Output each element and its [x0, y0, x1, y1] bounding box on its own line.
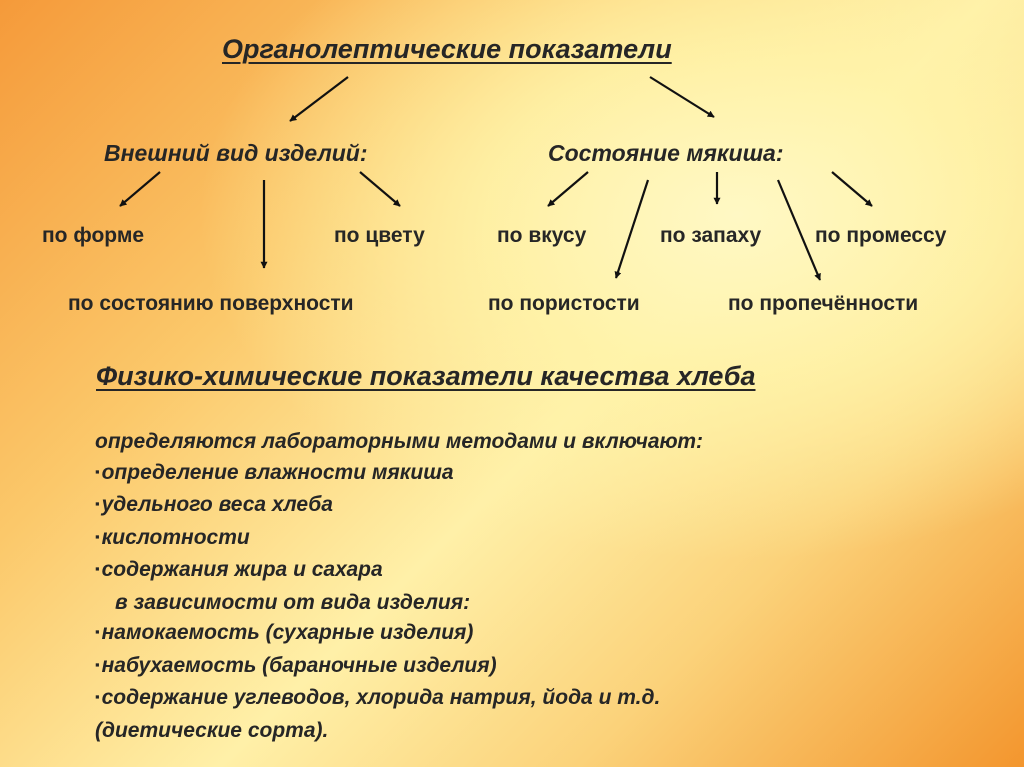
- list-item: ▪содержания жира и сахара: [95, 558, 383, 581]
- physchem-title: Физико-химические показатели качества хлеба: [96, 361, 756, 391]
- arrow-crumb-to-porosity: [616, 180, 648, 278]
- list-item: ▪кислотности: [95, 525, 250, 549]
- arrow-crumb-to-taste: [548, 172, 588, 206]
- bullet-icon: ▪: [95, 624, 100, 639]
- organoleptic-title: Органолептические показатели: [222, 34, 672, 64]
- leaf-taste: по вкусу: [497, 224, 587, 247]
- list-item: ▪намокаемость (сухарные изделия): [95, 621, 474, 644]
- list-note: в зависимости от вида изделия:: [115, 590, 471, 614]
- list-tail: (диетические сорта).: [95, 718, 329, 742]
- arrow-appearance-to-color: [360, 172, 400, 206]
- leaf-smell: по запаху: [660, 224, 762, 247]
- bullet-icon: ▪: [95, 689, 100, 704]
- arrow-crumb-to-kneading: [832, 172, 872, 206]
- leaf-color: по цвету: [334, 224, 425, 247]
- bullet-icon: ▪: [95, 463, 100, 479]
- leaf-shape: по форме: [42, 224, 145, 247]
- branch-appearance: Внешний вид изделий:: [104, 140, 368, 166]
- list-item: ▪определение влажности мякиша: [95, 460, 454, 484]
- arrow-crumb-to-baking: [778, 180, 820, 280]
- bullet-icon: ▪: [95, 561, 100, 576]
- list-intro: определяются лабораторными методами и включают:: [95, 430, 704, 453]
- branch-crumb: Состояние мякиша:: [548, 140, 784, 166]
- leaf-porosity: по пористости: [488, 292, 640, 315]
- list-item: ▪набухаемость (бараночные изделия): [95, 653, 497, 677]
- arrow-title-to-crumb: [650, 77, 714, 117]
- arrow-title-to-appearance: [290, 77, 348, 121]
- methods-list: [95, 427, 703, 746]
- bullet-icon: ▪: [95, 496, 100, 511]
- list-item: ▪содержание углеводов, хлорида натрия, йода и т.д.: [95, 686, 661, 709]
- bullet-icon: ▪: [95, 528, 100, 544]
- bullet-icon: ▪: [95, 656, 100, 672]
- leaf-baking: по пропечённости: [728, 292, 919, 315]
- leaf-surface: по состоянию поверхности: [68, 292, 354, 315]
- leaf-kneading: по промессу: [815, 224, 947, 247]
- list-item: ▪удельного веса хлеба: [95, 493, 333, 516]
- arrow-appearance-to-shape: [120, 172, 160, 206]
